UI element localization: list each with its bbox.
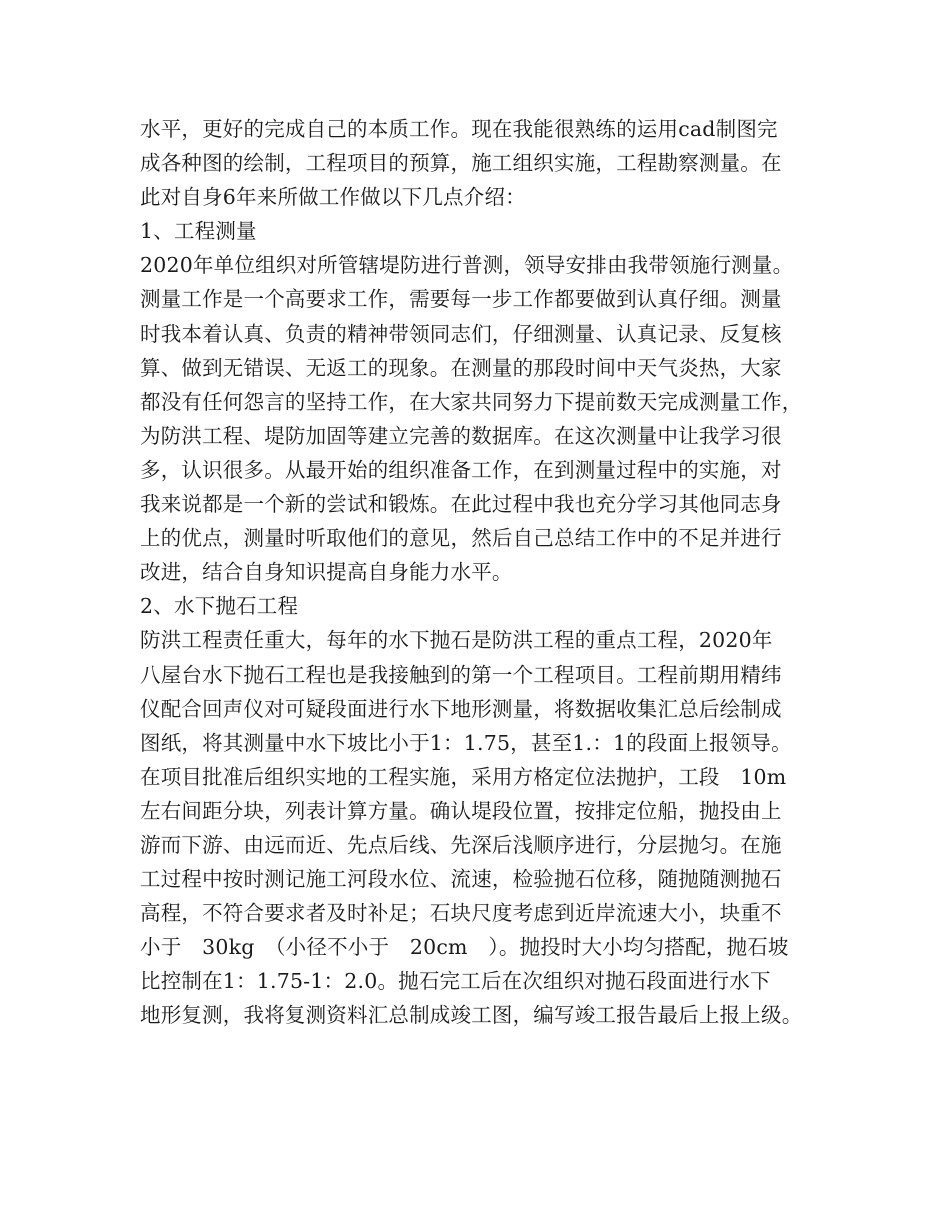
text-line: 算、做到无错误、无返工的现象。在测量的那段时间中天气炎热，大家 <box>140 355 782 380</box>
text-line: 小于 30kg （小径不小于 20cm ）。抛投时大小均匀搭配，抛石坡 <box>140 935 789 960</box>
text-line: 比控制在1：1.75-1：2.0。抛石完工后在次组织对抛石段面进行水下 <box>140 969 771 994</box>
section-heading: 2、水下抛石工程 <box>140 594 299 619</box>
text-line: 上的优点，测量时听取他们的意见，然后自己总结工作中的不足并进行 <box>140 526 782 551</box>
text-line: 在项目批准后组织实地的工程实施，采用方格定位法抛护，工段 10m <box>140 764 787 789</box>
text-line: 八屋台水下抛石工程也是我接触到的第一个工程项目。工程前期用精纬 <box>140 662 782 687</box>
text-line: 测量工作是一个高要求工作，需要每一步工作都要做到认真仔细。测量 <box>140 287 782 312</box>
text-line: 地形复测，我将复测资料汇总制成竣工图，编写竣工报告最后上报上级。 <box>140 1003 803 1028</box>
text-line: 时我本着认真、负责的精神带领同志们，仔细测量、认真记录、反复核 <box>140 321 782 346</box>
text-line: 为防洪工程、堤防加固等建立完善的数据库。在这次测量中让我学习很 <box>140 423 782 448</box>
text-line: 2020年单位组织对所管辖堤防进行普测，领导安排由我带领施行测量。 <box>140 253 794 278</box>
section-heading: 1、工程测量 <box>140 219 257 244</box>
text-line: 多，认识很多。从最开始的组织准备工作，在到测量过程中的实施，对 <box>140 457 782 482</box>
text-line: 改进，结合自身知识提高自身能力水平。 <box>140 560 513 585</box>
text-line: 防洪工程责任重大，每年的水下抛石是防洪工程的重点工程，2020年 <box>140 628 773 653</box>
text-line: 仪配合回声仪对可疑段面进行水下地形测量，将数据收集汇总后绘制成 <box>140 696 782 721</box>
text-line: 工过程中按时测记施工河段水位、流速，检验抛石位移，随抛随测抛石 <box>140 867 782 892</box>
text-line: 成各种图的绘制，工程项目的预算，施工组织实施，工程勘察测量。在 <box>140 151 782 176</box>
text-line: 图纸，将其测量中水下坡比小于1：1.75，甚至1.：1的段面上报领导。 <box>140 730 792 755</box>
text-line: 我来说都是一个新的尝试和锻炼。在此过程中我也充分学习其他同志身 <box>140 492 782 517</box>
text-line: 此对自身6年来所做工作做以下几点介绍： <box>140 185 526 210</box>
text-line: 高程，不符合要求者及时补足；石块尺度考虑到近岸流速大小，块重不 <box>140 901 782 926</box>
text-line: 游而下游、由远而近、先点后线、先深后浅顺序进行，分层抛匀。在施 <box>140 832 782 857</box>
document-body <box>140 112 830 1033</box>
text-line: 左右间距分块，列表计算方量。确认堤段位置，按排定位船，抛投由上 <box>140 798 782 823</box>
text-line: 水平，更好的完成自己的本质工作。现在我能很熟练的运用cad制图完 <box>140 117 778 141</box>
text-line: 都没有任何怨言的坚持工作，在大家共同努力下提前数天完成测量工作， <box>140 389 803 414</box>
